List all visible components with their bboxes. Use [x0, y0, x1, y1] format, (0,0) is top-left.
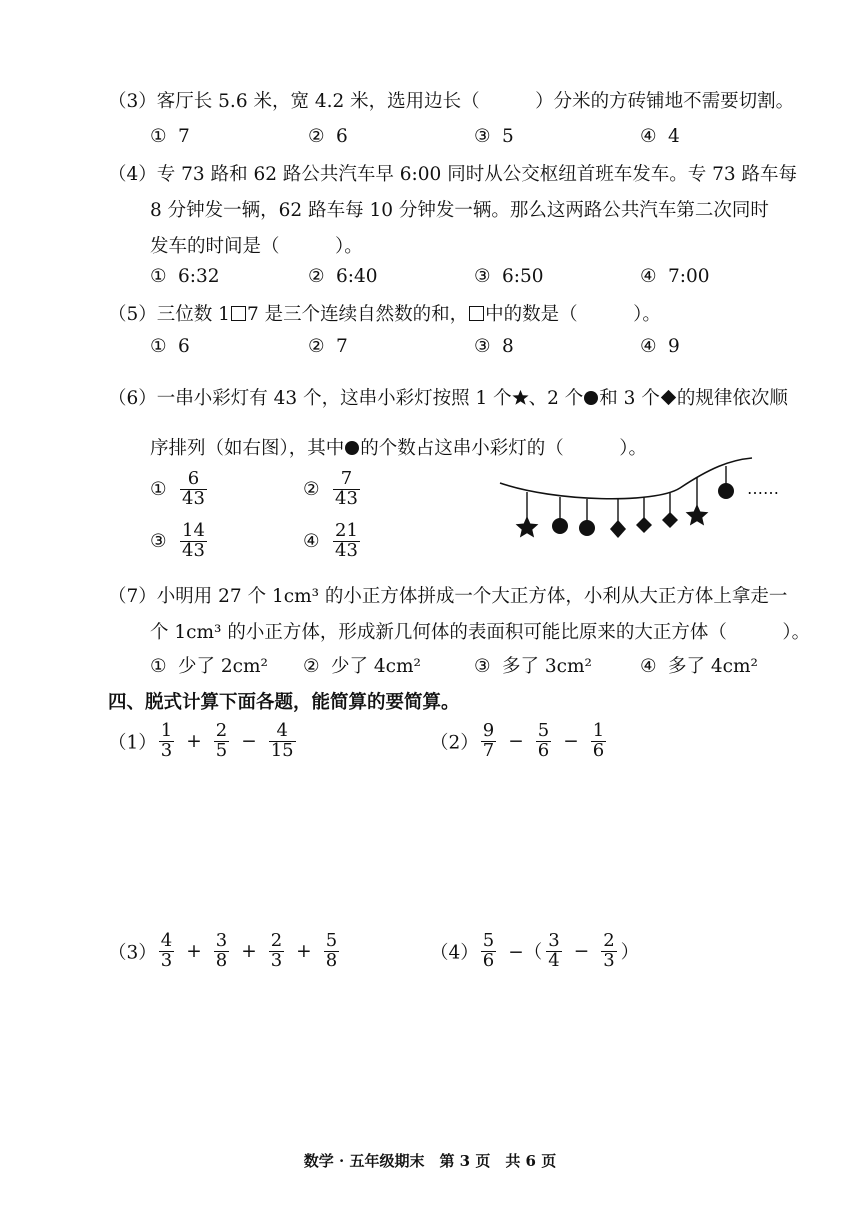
- q6-text-1c: 和 3 个: [599, 388, 660, 409]
- fraction: [333, 522, 360, 561]
- numerator: 2: [603, 930, 615, 951]
- q5-option-1[interactable]: [150, 336, 190, 357]
- option-value: 6:50: [502, 266, 544, 287]
- numerator: 4: [276, 720, 288, 741]
- operator: −: [241, 730, 257, 752]
- q7-option-2[interactable]: [303, 652, 421, 678]
- numerator: 7: [340, 468, 353, 489]
- numerator: 1: [160, 720, 173, 741]
- option-value: 7: [336, 336, 348, 357]
- denominator: 3: [603, 949, 615, 971]
- q3-label: （3）: [108, 91, 157, 112]
- fraction: [180, 470, 207, 509]
- fraction: [180, 522, 207, 561]
- q5-option-3[interactable]: [474, 336, 514, 357]
- circle-icon: [584, 391, 598, 405]
- q6-option-2[interactable]: [303, 470, 362, 509]
- q6-text-1a: 一串小彩灯有 43 个，这串小彩灯按照 1 个: [156, 388, 512, 409]
- q5-text-c: 中的数是（ ）。: [485, 304, 661, 325]
- option-mark: ①: [150, 266, 167, 287]
- q7-option-3[interactable]: [474, 652, 592, 678]
- q6-line-1: [108, 384, 788, 410]
- denominator: 43: [182, 487, 205, 509]
- numerator: 6: [187, 468, 200, 489]
- numerator: 3: [548, 930, 560, 951]
- denominator: 15: [270, 739, 294, 761]
- numerator: 1: [592, 720, 605, 741]
- operator: −: [508, 730, 524, 752]
- numerator: 4: [160, 930, 173, 951]
- diamond-lantern-icon: [636, 517, 652, 533]
- circle-lantern-icon: [552, 518, 568, 534]
- option-value: 7:00: [668, 266, 710, 287]
- option-mark: ④: [303, 530, 320, 552]
- q6-text-1d: 的规律依次顺: [676, 388, 788, 409]
- closing-paren: ）: [620, 942, 640, 964]
- q3-option-4[interactable]: [640, 126, 680, 147]
- star-lantern-icon: [686, 504, 709, 526]
- problem-label: （1）: [108, 732, 157, 754]
- page-footer: 数学 · 五年级期末 第 3 页 共 6 页: [303, 1152, 557, 1170]
- diamond-lantern-icon: [662, 512, 678, 528]
- circle-lantern-icon: [718, 483, 734, 499]
- denominator: 6: [482, 949, 495, 971]
- denominator: 8: [215, 949, 228, 971]
- q3-stem: [108, 87, 794, 113]
- option-value: 多了 4cm²: [668, 656, 758, 677]
- fraction: [269, 722, 296, 761]
- q6-option-1[interactable]: [150, 470, 209, 509]
- q5-label: （5）: [108, 304, 157, 325]
- option-value: 9: [668, 336, 680, 357]
- q4-text-1: 专 73 路和 62 路公共汽车早 6:00 同时从公交枢纽首班车发车。专 73 路车每: [156, 164, 797, 185]
- q5-text-a: 三位数 1: [156, 304, 230, 325]
- option-value: 6:40: [336, 266, 378, 287]
- denominator: 3: [160, 949, 173, 971]
- problem-label: （3）: [108, 942, 157, 964]
- circle-lantern-icon: [579, 520, 595, 536]
- numerator: 5: [537, 720, 550, 741]
- numerator: 5: [482, 930, 495, 951]
- fraction: [546, 932, 561, 971]
- q6-text-2b: 的个数占这串小彩灯的（ ）。: [360, 438, 648, 459]
- option-value: 5: [502, 126, 514, 147]
- option-value: 多了 3cm²: [502, 656, 592, 677]
- operator: −: [563, 730, 579, 752]
- option-mark: ④: [640, 336, 657, 357]
- q5-text-b: 7 是三个连续自然数的和，: [246, 304, 469, 325]
- operator: −: [573, 940, 590, 962]
- option-value: 6: [336, 126, 348, 147]
- denominator: 5: [215, 739, 228, 761]
- numerator: 21: [335, 520, 358, 541]
- star-icon: [512, 389, 529, 406]
- denominator: 43: [182, 539, 205, 561]
- calc-problem-1: [108, 722, 298, 761]
- option-mark: ④: [640, 266, 657, 287]
- fraction: [481, 722, 496, 761]
- q4-option-2[interactable]: [308, 266, 378, 287]
- q3-option-2[interactable]: [308, 126, 348, 147]
- q4-option-1[interactable]: [150, 266, 220, 287]
- fraction: [269, 932, 284, 971]
- operator: +: [241, 940, 257, 962]
- fraction: [591, 722, 606, 761]
- numerator: 2: [215, 720, 228, 741]
- option-mark: ②: [303, 478, 320, 500]
- option-mark: ③: [474, 656, 491, 677]
- denominator: 4: [548, 949, 560, 971]
- q5-option-4[interactable]: [640, 336, 680, 357]
- option-mark: ①: [150, 336, 167, 357]
- denominator: 3: [270, 949, 283, 971]
- option-value: 少了 2cm²: [178, 656, 268, 677]
- denominator: 7: [482, 739, 495, 761]
- q6-text-2a: 序排列（如右图），其中: [150, 438, 345, 459]
- q7-line-2: 个 1cm³ 的小正方体，形成新几何体的表面积可能比原来的大正方体（ ）。: [150, 622, 811, 643]
- q4-label: （4）: [108, 164, 157, 185]
- operator: +: [296, 940, 312, 962]
- option-value: 8: [502, 336, 514, 357]
- option-mark: ①: [150, 478, 167, 500]
- q4-line-2: 8 分钟发一辆，62 路车每 10 分钟发一辆。那么这两路公共汽车第二次同时: [150, 200, 769, 221]
- option-value: 7: [178, 126, 190, 147]
- denominator: 43: [335, 487, 358, 509]
- q3-option-3[interactable]: [474, 126, 514, 147]
- numerator: 9: [482, 720, 495, 741]
- option-mark: ②: [308, 336, 325, 357]
- fraction: [536, 722, 551, 761]
- option-mark: ③: [150, 530, 167, 552]
- fraction: [214, 932, 229, 971]
- q6-text-1b: 、2 个: [528, 388, 584, 409]
- operator: +: [186, 940, 202, 962]
- star-lantern-icon: [516, 516, 539, 538]
- q4-option-4[interactable]: [640, 266, 710, 287]
- option-mark: ②: [303, 656, 320, 677]
- calc-problem-2: [430, 722, 608, 761]
- q7-text-1: 小明用 27 个 1cm³ 的小正方体拼成一个大正方体，小利从大正方体上拿走一: [156, 586, 788, 607]
- problem-label: （4）: [430, 942, 479, 964]
- option-mark: ②: [308, 126, 325, 147]
- fraction: [159, 932, 174, 971]
- q7-label: （7）: [108, 586, 157, 607]
- denominator: 3: [160, 739, 173, 761]
- q6-label: （6）: [108, 388, 157, 409]
- denominator: 6: [537, 739, 550, 761]
- blank-box-icon: [231, 306, 246, 321]
- diamond-icon: [660, 389, 677, 406]
- circle-icon: [345, 441, 359, 455]
- denominator: 43: [335, 539, 358, 561]
- q5-stem: [108, 300, 661, 326]
- numerator: 14: [182, 520, 205, 541]
- fraction: [601, 932, 616, 971]
- option-value: 6:32: [178, 266, 220, 287]
- option-value: 少了 4cm²: [331, 656, 421, 677]
- q3-text: 客厅长 5.6 米，宽 4.2 米，选用边长（ ）分米的方砖铺地不需要切割。: [156, 91, 795, 112]
- numerator: 3: [215, 930, 228, 951]
- option-mark: ③: [474, 336, 491, 357]
- option-mark: ①: [150, 126, 167, 147]
- option-mark: ④: [640, 126, 657, 147]
- fraction: [324, 932, 339, 971]
- q4-line-3: 发车的时间是（ ）。: [150, 236, 363, 257]
- q5-option-2[interactable]: [308, 336, 348, 357]
- q4-option-3[interactable]: [474, 266, 544, 287]
- fraction: [214, 722, 229, 761]
- fraction: [481, 932, 496, 971]
- q6-option-3[interactable]: [150, 522, 209, 561]
- denominator: 6: [592, 739, 605, 761]
- q7-option-4[interactable]: [640, 652, 758, 678]
- lantern-string-figure: [495, 452, 795, 552]
- calc-problem-3: [108, 932, 341, 971]
- lantern-string-line: [500, 458, 752, 499]
- option-value: 6: [178, 336, 190, 357]
- calc-problem-4: [430, 932, 649, 971]
- q6-option-4[interactable]: [303, 522, 362, 561]
- option-mark: ②: [308, 266, 325, 287]
- lantern-ellipsis: ……: [747, 479, 779, 498]
- blank-box-icon: [469, 306, 484, 321]
- section-4-title: 四、脱式计算下面各题，能简算的要简算。: [108, 692, 460, 713]
- denominator: 8: [325, 949, 338, 971]
- q4-line-1: [108, 160, 797, 186]
- option-mark: ④: [640, 656, 657, 677]
- q7-line-1: [108, 582, 787, 608]
- operator: +: [186, 730, 202, 752]
- option-value: 4: [668, 126, 680, 147]
- numerator: 5: [325, 930, 338, 951]
- option-mark: ③: [474, 126, 491, 147]
- q7-option-1[interactable]: [150, 652, 268, 678]
- diamond-lantern-icon: [610, 520, 626, 538]
- q3-option-1[interactable]: [150, 126, 190, 147]
- problem-label: （2）: [430, 732, 479, 754]
- operator: −（: [508, 942, 543, 964]
- fraction: [159, 722, 174, 761]
- option-mark: ①: [150, 656, 167, 677]
- option-mark: ③: [474, 266, 491, 287]
- numerator: 2: [270, 930, 283, 951]
- fraction: [333, 470, 360, 509]
